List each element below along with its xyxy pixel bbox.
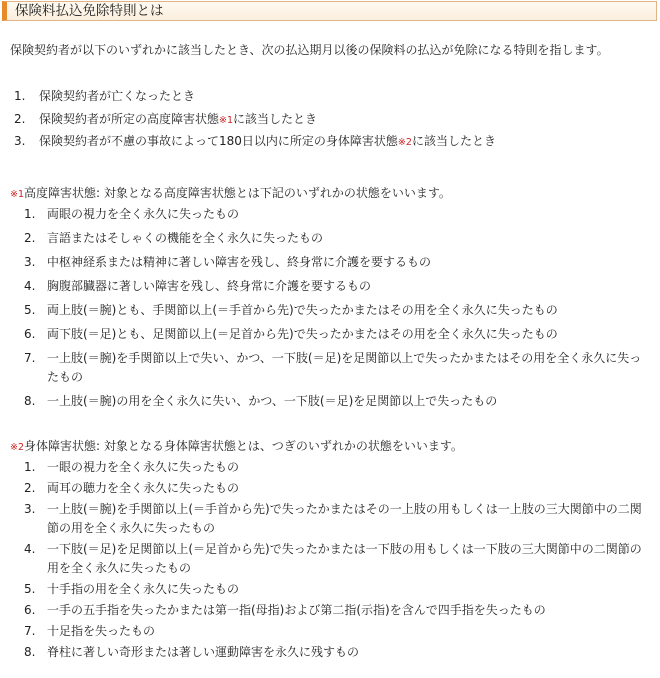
condition-number: 1.	[14, 89, 26, 103]
condition-text-tail: に該当したとき	[411, 134, 496, 148]
list-item-number: 1.	[24, 460, 36, 474]
list-item-text: 一上肢(＝腕)を手関節以上(＝手首から先)で失ったかまたはその一上肢の用もしくは一上肢の三大関節中の二関節の用を全く永久に失ったもの	[47, 502, 642, 535]
list-item	[0, 349, 660, 387]
list-item	[0, 392, 660, 411]
list-item-text: 中枢神経系または精神に著しい障害を残し、終身常に介護を要するもの	[47, 255, 432, 269]
list-item-text: 脊柱に著しい奇形または著しい運動障害を永久に残すもの	[47, 645, 360, 659]
list-item-text: 一上肢(＝腕)を手関節以上で失い、かつ、一下肢(＝足)を足関節以上で失ったかまたはその用を全く永久に失ったもの	[47, 351, 642, 384]
note1-heading-text: 高度障害状態: 対象となる高度障害状態とは下記のいずれかの状態をいいます。	[24, 186, 451, 200]
list-item	[0, 253, 660, 272]
list-item-text: 両上肢(＝腕)とも、手関節以上(＝手首から先)で失ったかまたはその用を全く永久に失ったもの	[47, 303, 558, 317]
list-item-text: 十手指の用を全く永久に失ったもの	[47, 582, 240, 596]
list-item-number: 3.	[24, 255, 36, 269]
intro-text: 保険契約者が以下のいずれかに該当したとき、次の払込期月以後の保険料の払込が免除になる特則を指します。	[10, 43, 609, 57]
condition-item	[0, 110, 660, 133]
condition-text-main: 保険契約者が不慮の事故によって180日以内に所定の身体障害状態	[39, 134, 398, 148]
note2-heading-text: 身体障害状態: 対象となる身体障害状態とは、つぎのいずれかの状態をいいます。	[24, 439, 463, 453]
condition-number: 2.	[14, 111, 26, 126]
condition-text	[39, 132, 496, 152]
list-item	[0, 479, 660, 498]
list-item	[0, 458, 660, 477]
list-item-number: 1.	[24, 207, 36, 221]
list-item-text: 一上肢(＝腕)の用を全く永久に失い、かつ、一下肢(＝足)を足関節以上で失ったもの	[47, 394, 498, 408]
footnote-mark: ※1	[10, 189, 25, 200]
condition-text	[39, 87, 195, 105]
list-item-number: 7.	[24, 624, 36, 638]
condition-item	[0, 132, 660, 155]
page-title: 保険料払込免除特則とは	[15, 3, 164, 19]
list-item-number: 2.	[24, 231, 36, 245]
condition-list	[0, 87, 660, 155]
condition-text-main: 保険契約者が所定の高度障害状態	[39, 111, 220, 126]
list-item-text: 一眼の視力を全く永久に失ったもの	[47, 460, 240, 474]
list-item-number: 6.	[24, 327, 36, 341]
list-item-text: 胸腹部臓器に著しい障害を残し、終身常に介護を要するもの	[47, 279, 372, 293]
note1-section	[0, 184, 660, 411]
list-item	[0, 601, 660, 620]
list-item-number: 4.	[24, 542, 36, 556]
condition-item	[0, 87, 660, 110]
condition-text	[39, 110, 317, 130]
list-item-text: 両眼の視力を全く永久に失ったもの	[47, 207, 240, 221]
list-item-number: 8.	[24, 645, 36, 659]
list-item	[0, 301, 660, 320]
condition-text-main: 保険契約者が亡くなったとき	[39, 89, 196, 103]
list-item	[0, 622, 660, 641]
footnote-mark: ※2	[10, 442, 25, 453]
footnote-mark: ※1	[219, 114, 234, 126]
list-item-number: 3.	[24, 502, 36, 516]
list-item-text: 両下肢(＝足)とも、足関節以上(＝足首から先)で失ったかまたはその用を全く永久に失ったもの	[47, 327, 558, 341]
list-item	[0, 325, 660, 344]
list-item-number: 8.	[24, 394, 36, 408]
list-item	[0, 277, 660, 296]
note1-heading	[0, 184, 660, 204]
list-item	[0, 229, 660, 248]
list-item-number: 7.	[24, 351, 36, 365]
list-item	[0, 580, 660, 599]
list-item-text: 一下肢(＝足)を足関節以上(＝足首から先)で失ったかまたは一下肢の用もしくは一下肢の三大関節中の二関節の用を全く永久に失ったもの	[47, 542, 642, 575]
footnote-mark: ※2	[397, 137, 412, 148]
list-item-number: 6.	[24, 603, 36, 617]
list-item-text: 両耳の聴力を全く永久に失ったもの	[47, 481, 240, 495]
note2-section	[0, 437, 660, 662]
condition-number: 3.	[14, 134, 26, 148]
list-item-text: 十足指を失ったもの	[47, 624, 156, 638]
list-item	[0, 205, 660, 224]
list-item	[0, 540, 660, 578]
list-item-number: 5.	[24, 582, 36, 596]
list-item	[0, 643, 660, 662]
list-item-number: 5.	[24, 303, 36, 317]
condition-text-tail: に該当したとき	[233, 111, 318, 126]
section-title-bar	[2, 1, 657, 21]
list-item-text: 一手の五手指を失ったかまたは第一指(母指)および第二指(示指)を含んで四手指を失ったもの	[47, 603, 546, 617]
list-item	[0, 500, 660, 538]
list-item-text: 言語またはそしゃくの機能を全く永久に失ったもの	[47, 231, 324, 245]
note2-heading	[0, 437, 660, 457]
list-item-number: 2.	[24, 481, 36, 495]
list-item-number: 4.	[24, 279, 36, 293]
